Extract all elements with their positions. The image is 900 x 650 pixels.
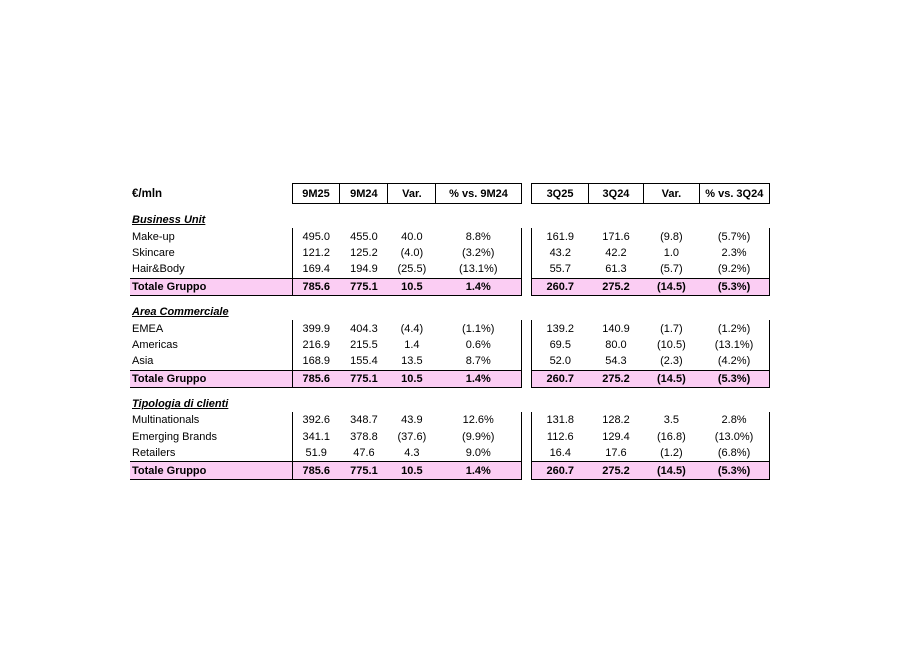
value-9m: (1.1%) (436, 320, 521, 336)
value-9m: 1.4% (436, 370, 521, 387)
value-9m: 341.1 (292, 429, 340, 445)
column-gap (521, 412, 532, 428)
value-3q: 275.2 (588, 370, 643, 387)
col-header-var-9m: Var. (388, 184, 436, 204)
column-gap (521, 462, 532, 479)
value-3q: 260.7 (532, 462, 588, 479)
value-9m: (37.6) (397, 430, 427, 443)
table-row (130, 261, 770, 278)
financial-table (130, 183, 770, 480)
value-9m: 169.4 (292, 261, 340, 278)
table-row (130, 337, 770, 353)
value-9m: (13.1%) (436, 261, 521, 278)
col-header-pct-3q: % vs. 3Q24 (699, 184, 769, 204)
value-9m: 404.3 (350, 322, 378, 335)
value-9m: 348.7 (350, 414, 378, 427)
value-9m: 775.1 (340, 278, 388, 295)
value-3q: (16.8) (657, 430, 686, 443)
value-3q: 80.0 (605, 338, 627, 351)
value-3q: 61.3 (605, 263, 627, 276)
value-3q: (1.2%) (699, 320, 769, 336)
row-label: Make-up (132, 230, 175, 243)
table-row (130, 245, 770, 261)
section-title: Tipologia di clienti (132, 398, 229, 411)
value-3q: 129.4 (602, 430, 630, 443)
revenue-breakdown-table (130, 183, 770, 480)
total-row (130, 370, 770, 387)
table-row (130, 429, 770, 445)
value-3q: (13.0%) (699, 429, 769, 445)
value-3q: (5.3%) (699, 462, 769, 479)
value-9m: 1.4% (436, 278, 521, 295)
column-gap (521, 278, 532, 295)
value-3q: 260.7 (532, 278, 588, 295)
value-9m: 10.5 (388, 462, 436, 479)
value-3q: (14.5) (644, 462, 699, 479)
value-3q: 42.2 (605, 246, 627, 259)
total-label: Totale Gruppo (130, 462, 292, 479)
total-label: Totale Gruppo (130, 370, 292, 387)
section-header-row (130, 396, 770, 412)
value-3q: 1.0 (663, 246, 680, 259)
row-label: Multinationals (132, 414, 200, 427)
row-label: Skincare (132, 246, 175, 259)
value-9m: 194.9 (350, 263, 378, 276)
value-9m: (25.5) (397, 263, 427, 276)
section-title: Business Unit (132, 214, 206, 227)
value-3q: 52.0 (532, 353, 588, 370)
column-gap (521, 320, 532, 336)
value-3q: (5.7%) (699, 228, 769, 244)
value-3q: 131.8 (532, 412, 588, 428)
value-9m: 9.0% (436, 445, 521, 462)
row-label: Emerging Brands (132, 430, 217, 443)
value-3q: 55.7 (532, 261, 588, 278)
section-header-row (130, 212, 770, 228)
column-gap (521, 228, 532, 244)
total-row (130, 278, 770, 295)
value-9m: (4.4) (400, 322, 424, 335)
row-label: EMEA (132, 322, 164, 335)
value-3q: (6.8%) (699, 445, 769, 462)
value-9m: 4.3 (404, 447, 420, 460)
row-label: Americas (132, 338, 178, 351)
value-3q: (1.7) (660, 322, 683, 335)
value-9m: 0.6% (436, 337, 521, 353)
value-9m: 13.5 (401, 355, 423, 368)
value-3q: (4.2%) (699, 353, 769, 370)
column-gap (521, 370, 532, 387)
value-3q: (5.3%) (699, 278, 769, 295)
col-header-var-3q: Var. (644, 184, 699, 204)
row-label: Hair&Body (132, 263, 185, 276)
header-row (130, 184, 770, 204)
value-9m: 8.7% (436, 353, 521, 370)
value-9m: 378.8 (350, 430, 378, 443)
value-3q: 161.9 (532, 228, 588, 244)
value-9m: (3.2%) (436, 245, 521, 261)
spacer-row (130, 204, 770, 213)
column-gap (521, 337, 532, 353)
value-9m: 495.0 (292, 228, 340, 244)
value-3q: (9.8) (660, 230, 683, 243)
row-label: Asia (132, 355, 154, 368)
value-3q: (5.7) (660, 263, 683, 276)
value-3q: (1.2) (660, 447, 683, 460)
spacer-row (130, 387, 770, 396)
value-3q: 171.6 (602, 230, 630, 243)
value-3q: (10.5) (657, 338, 686, 351)
value-9m: (9.9%) (436, 429, 521, 445)
column-gap (521, 445, 532, 462)
value-9m: 125.2 (350, 246, 378, 259)
column-gap (521, 353, 532, 370)
value-3q: 69.5 (532, 337, 588, 353)
col-header-9m25: 9M25 (292, 184, 340, 204)
value-9m: 455.0 (350, 230, 378, 243)
value-9m: 155.4 (350, 355, 378, 368)
value-9m: 43.9 (401, 414, 423, 427)
value-9m: 47.6 (353, 447, 375, 460)
value-3q: 275.2 (588, 278, 643, 295)
value-3q: (14.5) (644, 370, 699, 387)
value-9m: 775.1 (340, 370, 388, 387)
value-3q: 139.2 (532, 320, 588, 336)
col-header-3q25: 3Q25 (532, 184, 588, 204)
value-3q: 3.5 (663, 414, 680, 427)
value-9m: 775.1 (340, 462, 388, 479)
col-header-3q24: 3Q24 (588, 184, 643, 204)
value-3q: 140.9 (602, 322, 630, 335)
value-9m: 392.6 (292, 412, 340, 428)
value-3q: 17.6 (605, 447, 627, 460)
total-label: Totale Gruppo (130, 278, 292, 295)
col-header-9m24: 9M24 (340, 184, 388, 204)
value-9m: 168.9 (292, 353, 340, 370)
value-3q: 112.6 (532, 429, 588, 445)
value-9m: 399.9 (292, 320, 340, 336)
table-row (130, 445, 770, 462)
value-3q: (13.1%) (699, 337, 769, 353)
spacer-row (130, 295, 770, 304)
column-gap (521, 245, 532, 261)
unit-label: €/mln (132, 187, 163, 200)
col-header-pct-9m: % vs. 9M24 (436, 184, 521, 204)
value-3q: (14.5) (644, 278, 699, 295)
value-9m: 1.4% (436, 462, 521, 479)
value-3q: 275.2 (588, 462, 643, 479)
total-row (130, 462, 770, 479)
table-row (130, 320, 770, 336)
column-gap (521, 429, 532, 445)
value-9m: 10.5 (388, 370, 436, 387)
value-9m: 216.9 (292, 337, 340, 353)
row-label: Retailers (132, 447, 176, 460)
value-9m: 215.5 (350, 338, 378, 351)
value-9m: 121.2 (292, 245, 340, 261)
value-9m: 785.6 (292, 370, 340, 387)
value-3q: (5.3%) (699, 370, 769, 387)
value-9m: 8.8% (436, 228, 521, 244)
value-9m: 51.9 (292, 445, 340, 462)
column-gap (521, 261, 532, 278)
value-9m: 40.0 (401, 230, 423, 243)
section-title: Area Commerciale (132, 306, 229, 319)
value-3q: 128.2 (602, 414, 630, 427)
table-row (130, 412, 770, 428)
value-3q: (2.3) (660, 355, 683, 368)
value-9m: 785.6 (292, 278, 340, 295)
value-3q: 43.2 (532, 245, 588, 261)
value-9m: (4.0) (400, 246, 424, 259)
value-3q: 2.3% (699, 245, 769, 261)
value-3q: 54.3 (605, 355, 627, 368)
value-3q: (9.2%) (699, 261, 769, 278)
value-9m: 12.6% (436, 412, 521, 428)
value-3q: 2.8% (699, 412, 769, 428)
value-3q: 16.4 (532, 445, 588, 462)
value-9m: 1.4 (404, 338, 420, 351)
table-row (130, 228, 770, 244)
value-3q: 260.7 (532, 370, 588, 387)
value-9m: 785.6 (292, 462, 340, 479)
section-header-row (130, 304, 770, 320)
table-row (130, 353, 770, 370)
value-9m: 10.5 (388, 278, 436, 295)
